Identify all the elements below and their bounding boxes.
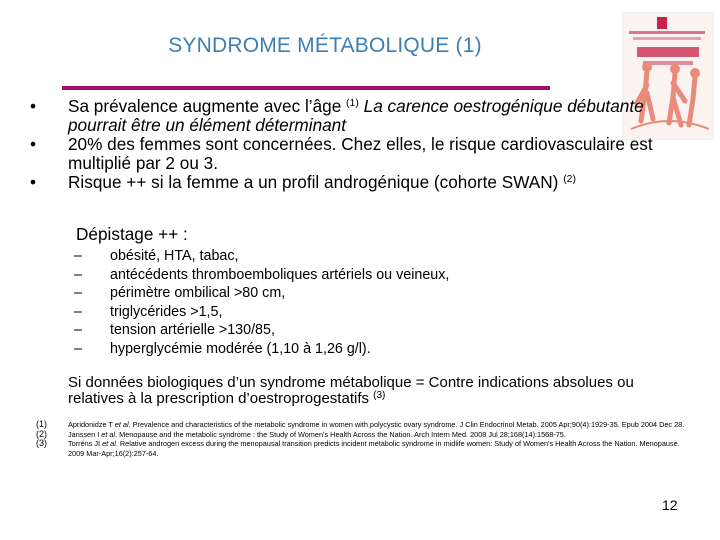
slide-title: SYNDROME MÉTABOLIQUE (1) — [168, 34, 482, 57]
screening-list — [74, 247, 514, 358]
bullet-italic-text: La carence oestrogénique débutante pourrait être un élément déterminant — [68, 96, 644, 135]
bullet-text: Sa prévalence augmente avec l’âge — [68, 96, 347, 116]
dash-marker: – — [74, 303, 82, 320]
reference-author: Torréns JI — [68, 439, 103, 449]
reference-marker: (1) — [346, 97, 359, 109]
bullet-text: Risque ++ si la femme a un profil androgénique (cohorte SWAN) — [68, 172, 564, 192]
reference-etal: et al — [101, 429, 116, 439]
dash-marker: – — [74, 322, 82, 338]
screening-heading: Dépistage ++ : — [76, 224, 188, 244]
reference-item — [36, 430, 686, 440]
list-item-text: triglycérides >1,5, — [110, 303, 223, 320]
reference-text: . Menopause and the metabolic syndrome : the Study of Women’s Health Across the Nation. Arch Intern Med. 2008 Jul 28;168(14):1568-75. — [115, 429, 566, 439]
reference-number: (2) — [36, 428, 47, 439]
conclusion-body: Si données biologiques d’un syndrome métabolique = Contre indications absolues ou relatives à la prescription d’oestroprogestatifs — [68, 374, 634, 407]
list-item-text: tension artérielle >130/85, — [110, 322, 275, 338]
reference-etal: et al — [102, 439, 116, 449]
bullet-androgenic-risk — [30, 173, 660, 192]
reference-item — [36, 439, 686, 458]
reference-author: Janssen I — [68, 429, 102, 439]
bullet-prevalence — [30, 97, 660, 135]
list-item — [74, 284, 514, 303]
bullet-marker: • — [30, 172, 37, 192]
reference-marker: (3) — [373, 390, 386, 401]
reference-text: . Prevalence and characteristics of the metabolic syndrome in women with polycystic ovary syndrome. J Clin Endocrinol Metab. 2005 Apr;90(4):1929-35. Epub 2004 Dec 28. — [128, 420, 685, 429]
list-item — [74, 247, 514, 266]
list-item — [74, 321, 514, 340]
list-item-text: antécédents thromboemboliques artériels ou veineux, — [110, 266, 450, 283]
bullet-women-concerned — [30, 135, 660, 173]
bullet-marker: • — [30, 134, 37, 154]
list-item — [74, 303, 514, 322]
list-item-text: obésité, HTA, tabac, — [110, 248, 239, 264]
list-item — [74, 340, 514, 359]
reference-number: (3) — [36, 438, 47, 449]
reference-item — [36, 420, 686, 430]
bullet-text: 20% des femmes sont concernées. Chez elles, le risque cardiovasculaire est multiplié par 2 ou 3. — [68, 134, 653, 173]
list-item-text: hyperglycémie modérée (1,10 à 1,26 g/l). — [110, 340, 371, 357]
conclusion-text — [68, 375, 678, 407]
dash-marker: – — [74, 340, 82, 357]
title-divider — [62, 86, 550, 90]
reference-author: Apridonidze T — [68, 420, 115, 429]
bullet-marker: • — [30, 96, 37, 116]
reference-etal: et al — [114, 420, 129, 429]
dash-marker: – — [74, 285, 82, 301]
reference-text: . Relative androgen excess during the menopausal transition predicts incident metabolic syndrome in midlife women: Study of Women's Health Across the Nation. Menopause. 2009 Mar-Apr;16(2):257-64. — [68, 439, 680, 458]
list-item-text: périmètre ombilical >80 cm, — [110, 285, 286, 301]
list-item — [74, 266, 514, 285]
reference-marker: (2) — [563, 173, 577, 185]
reference-number: (1) — [36, 419, 47, 429]
page-number: 12 — [662, 497, 678, 513]
dash-marker: – — [74, 266, 82, 283]
dash-marker: – — [74, 248, 82, 264]
references — [36, 420, 686, 458]
bullet-list — [30, 97, 660, 192]
